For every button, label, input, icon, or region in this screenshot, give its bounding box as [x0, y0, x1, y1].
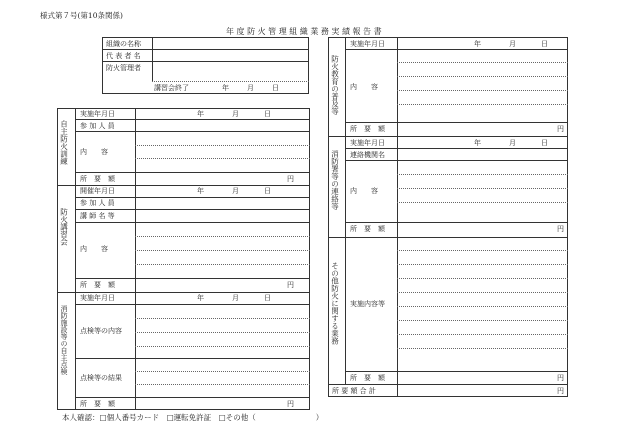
course-month: 月 [247, 84, 254, 92]
rep-name-label: 代 表 者 名 [106, 52, 141, 60]
education-section-label: 防火教育の普及等 [330, 55, 340, 115]
page-title: 年 度 防 火 管 理 組 織 業 務 実 績 報 告 書 [226, 27, 382, 36]
liaison-cost-label: 所 要 額 [350, 225, 385, 233]
other-section-label: その他防火に関する業務 [330, 262, 340, 345]
liaison-date-field[interactable] [398, 137, 567, 147]
fire-manager-label: 防火管理者 [106, 64, 141, 72]
course-year: 年 [222, 84, 229, 92]
course-content-field[interactable] [136, 223, 309, 277]
other-content-label: 実施内容等 [350, 300, 385, 308]
course-participants-label: 参 加 人 員 [80, 199, 115, 207]
course-lecturer-label: 講 師 名 等 [80, 212, 115, 220]
inspection-month: 月 [232, 294, 239, 302]
inspection-day: 日 [264, 294, 271, 302]
fire-manager-field[interactable] [153, 62, 308, 80]
liaison-day: 日 [541, 139, 548, 147]
education-cost-yen: 円 [557, 125, 564, 133]
liaison-date-label: 実施年月日 [350, 139, 385, 147]
course-cost-field[interactable] [136, 279, 286, 291]
total-cost-label: 所 要 額 合 計 [332, 387, 376, 395]
education-date-field[interactable] [398, 38, 567, 48]
drill-year: 年 [197, 110, 204, 118]
other-cost-field[interactable] [398, 372, 553, 383]
other-cost-yen: 円 [557, 374, 564, 382]
total-cost-yen: 円 [557, 387, 564, 395]
education-content-label: 内 容 [350, 83, 378, 91]
liaison-cost-field[interactable] [398, 223, 553, 236]
inspection-cost-field[interactable] [136, 398, 286, 409]
liaison-agency-field[interactable] [398, 149, 567, 159]
course-year-mark: 年 [197, 187, 204, 195]
identity-confirmation: 本人確認：□個人番号カード □運転免許証 □その他（ ） [62, 413, 324, 422]
course-section-label: 防火講習会 [59, 208, 69, 246]
drill-participants-label: 参 加 人 員 [80, 122, 115, 130]
inspection-date-field[interactable] [136, 293, 309, 303]
org-name-field[interactable] [153, 38, 308, 48]
course-day-mark: 日 [264, 187, 271, 195]
liaison-content-label: 内 容 [350, 187, 378, 195]
drill-participants-field[interactable] [136, 120, 309, 130]
liaison-section-label: 消防署等の連絡等 [330, 150, 340, 210]
course-month-mark: 月 [232, 187, 239, 195]
education-date-label: 実施年月日 [350, 40, 385, 48]
drill-section-label: 自主防火訓練 [59, 120, 69, 165]
liaison-cost-yen: 円 [557, 225, 564, 233]
course-cost-yen: 円 [287, 281, 294, 289]
education-content-field[interactable] [398, 50, 567, 121]
drill-content-label: 内 容 [80, 148, 108, 156]
other-cost-label: 所 要 額 [350, 374, 385, 382]
inspection-result-label: 点検等の結果 [80, 374, 122, 382]
education-day: 日 [541, 40, 548, 48]
inspection-cost-yen: 円 [287, 400, 294, 408]
inspection-content-label: 点検等の内容 [80, 327, 122, 335]
inspection-result-field[interactable] [136, 359, 309, 396]
form-number: 様式第７号(第10条関係) [40, 11, 123, 20]
course-participants-field[interactable] [136, 198, 309, 208]
org-name-label: 組織の名称 [106, 40, 141, 48]
course-lecturer-field[interactable] [136, 210, 309, 221]
education-cost-field[interactable] [398, 123, 553, 135]
drill-cost-yen: 円 [287, 175, 294, 183]
drill-cost-field[interactable] [136, 173, 286, 184]
education-cost-label: 所 要 額 [350, 125, 385, 133]
drill-cost-label: 所 要 額 [80, 175, 115, 183]
inspection-section-label: 消防施設等の自主点検 [60, 305, 68, 375]
drill-date-field[interactable] [136, 109, 309, 118]
rep-name-field[interactable] [153, 50, 308, 60]
course-date-label: 開催年月日 [80, 187, 115, 195]
inspection-cost-label: 所 要 額 [80, 400, 115, 408]
drill-date-label: 実施年月日 [80, 110, 115, 118]
course-date-field[interactable] [136, 186, 309, 196]
inspection-content-field[interactable] [136, 305, 309, 357]
total-cost-field[interactable] [398, 385, 553, 396]
inspection-date-label: 実施年月日 [80, 294, 115, 302]
drill-day: 日 [264, 110, 271, 118]
other-content-field[interactable] [398, 238, 567, 370]
course-cost-label: 所 要 額 [80, 281, 115, 289]
inspection-year: 年 [197, 294, 204, 302]
liaison-content-field[interactable] [398, 161, 567, 221]
drill-month: 月 [232, 110, 239, 118]
course-content-label: 内 容 [80, 245, 108, 253]
course-completion-label: 講習会終了 [154, 84, 189, 92]
liaison-year: 年 [474, 139, 481, 147]
drill-content-field[interactable] [136, 132, 309, 171]
liaison-month: 月 [509, 139, 516, 147]
education-month: 月 [509, 40, 516, 48]
course-day: 日 [272, 84, 279, 92]
liaison-agency-label: 連絡機関名 [350, 151, 385, 159]
education-year: 年 [474, 40, 481, 48]
